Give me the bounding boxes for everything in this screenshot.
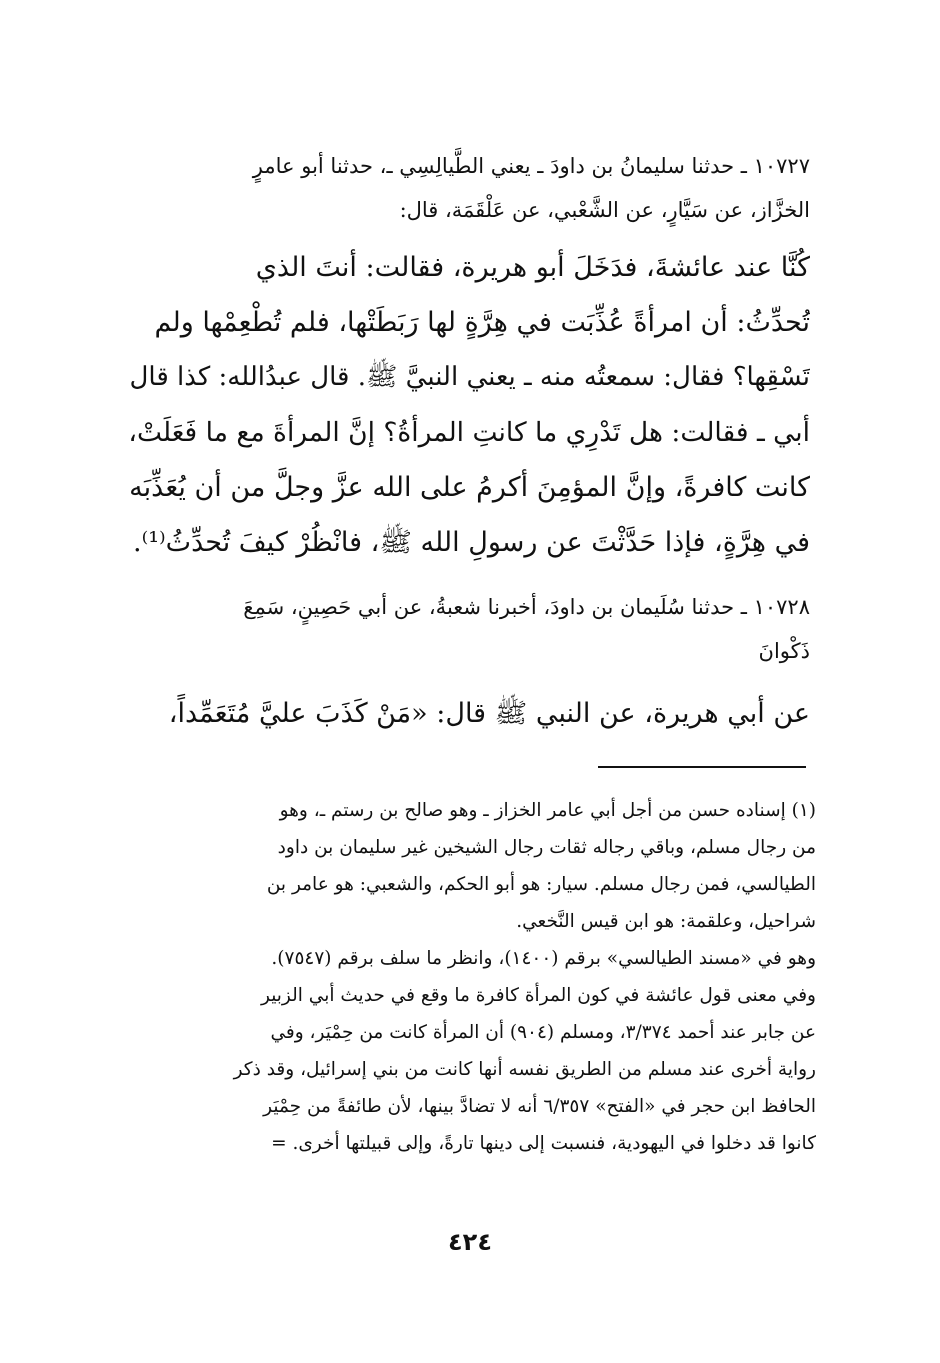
footnote-separator	[598, 766, 806, 768]
footnote-line: الطيالسي، فمن رجال مسلم. سيار: هو أبو الحكم، والشعبي: هو عامر بن	[266, 874, 816, 895]
text-line: ذَكْوانَ	[758, 639, 810, 663]
text-line: ١٠٧٢٨ ـ حدثنا سُلَيمان بن داودَ، أخبرنا شعبةُ، عن أبي حَصِينٍ، سَمِعَ	[243, 595, 810, 619]
text-line: في هِرَّةٍ، فإذا حَدَّثْتَ عن رسولِ الله ﷺ، فانْظُرْ كيفَ تُحدِّثُ⁽¹⁾.	[133, 527, 810, 558]
footnote-line: وفي معنى قول عائشة في كون المرأة كافرة ما وقع في حديث أبي الزبير	[260, 985, 816, 1006]
footnote-line: شراحيل، وعلقمة: هو ابن قيس النَّخعي.	[516, 911, 816, 932]
text-line: تَسْقِها؟ فقال: سمعتُه منه ـ يعني النبيَّ ﷺ. قال عبدُالله: كذا قال	[129, 362, 810, 392]
footnote-line: من رجال مسلم، وباقي رجاله ثقات رجال الشيخين غير سليمان بن داود	[277, 837, 816, 858]
footnote-line: الحافظ ابن حجر في «الفتح» ٦/٣٥٧ أنه لا تضادَّ بينها، لأن طائفةً من حِمْيَر	[263, 1096, 816, 1117]
text-line: كانت كافرةً، وإنَّ المؤمِنَ أكرمُ على الله عزَّ وجلَّ من أن يُعَذِّبَه	[129, 472, 810, 503]
page-number: ٤٢٤	[448, 1228, 492, 1256]
footnotes	[118, 792, 816, 1162]
text-line: أبي ـ فقالت: هل تَدْرِي ما كانتِ المرأةُ؟ إنَّ المرأةَ مع ما فَعَلَتْ،	[128, 417, 810, 448]
text-line: كُنَّا عند عائشةَ، فدَخَلَ أبو هريرة، فقالت: أنتَ الذي	[255, 252, 810, 283]
text-line: الخزَّاز، عن سَيَّارٍ، عن الشَّعْبي، عن عَلْقَمَة، قال:	[399, 198, 810, 222]
footnote-line: (١) إسناده حسن من أجل أبي عامر الخزاز ـ وهو صالح بن رستم ـ، وهو	[279, 800, 816, 821]
text-line: تُحدِّثُ: أن امرأةً عُذِّبَت في هِرَّةٍ لها رَبَطَتْها، فلم تُطْعِمْها ولم	[154, 307, 810, 338]
footnote-line: وهو في «مسند الطيالسي» برقم (١٤٠٠)، وانظر ما سلف برقم (٧٥٤٧).	[271, 948, 816, 969]
hadith-10728-text	[118, 686, 810, 741]
hadith-10727-chain	[118, 144, 810, 232]
footnote-line: كانوا قد دخلوا في اليهودية، فنسبت إلى دينها تارةً، وإلى قبيلتها أخرى. =	[271, 1133, 816, 1154]
hadith-10727-text	[118, 240, 810, 570]
footnote-line: عن جابر عند أحمد ٣/٣٧٤، ومسلم (٩٠٤) أن المرأة كانت من حِمْيَر، وفي	[270, 1022, 816, 1043]
footnote-line: رواية أخرى عند مسلم من الطريق نفسه أنها كانت من بني إسرائيل، وقد ذكر	[233, 1059, 816, 1080]
text-line: ١٠٧٢٧ ـ حدثنا سليمانُ بن داودَ ـ يعني الطَّيالِسِي ـ، حدثنا أبو عامرٍ	[252, 154, 810, 178]
text-line: عن أبي هريرة، عن النبي ﷺ قال: «مَنْ كَذَبَ عليَّ مُتَعَمِّداً،	[168, 698, 810, 729]
hadith-10728-chain	[118, 585, 810, 673]
